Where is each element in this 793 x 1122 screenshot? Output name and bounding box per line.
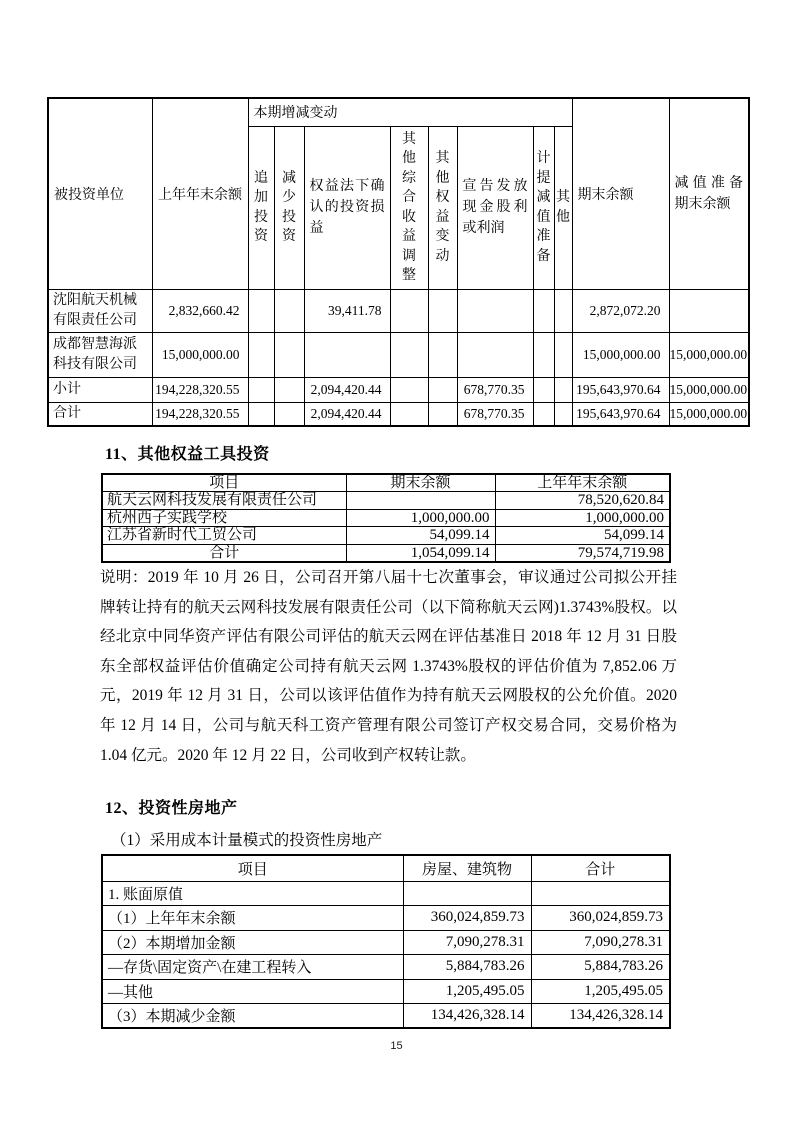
page-number: 15: [390, 1040, 403, 1052]
table-cell: 7,090,278.31: [403, 930, 531, 955]
table-cell: [403, 881, 531, 906]
section-12-subtitle: （1）采用成本计量模式的投资性房地产: [111, 832, 383, 849]
table-cell: 2,094,420.44: [304, 377, 390, 402]
table-cell: [554, 332, 572, 377]
table-cell: （2）本期增加金额: [102, 930, 403, 955]
table-cell: [346, 492, 495, 510]
table-cell: 15,000,000.00: [669, 332, 749, 377]
table-cell: [533, 289, 554, 332]
table-cell: 5,884,783.26: [531, 955, 670, 980]
table-cell: 195,643,970.64: [572, 402, 669, 426]
table-row: [102, 509, 670, 527]
table-cell: —其他: [102, 979, 403, 1004]
table-cell: 78,520,620.84: [495, 492, 670, 510]
column-header-invested-unit: 被投资单位: [48, 98, 152, 289]
table-cell: 1,205,495.05: [403, 979, 531, 1004]
table-header-row: [102, 474, 670, 492]
table-cell: [390, 332, 428, 377]
column-header-other-equity-change: [428, 126, 457, 289]
column-header-end-balance: 期末余额: [572, 98, 669, 289]
column-header-buildings: 房屋、建筑物: [403, 855, 531, 881]
table-cell: 54,099.14: [346, 527, 495, 545]
column-header-item: 项目: [102, 474, 346, 492]
column-header-impairment-end-balance: 减值准备期末余额: [669, 98, 749, 289]
investment-property-table: [101, 854, 671, 1029]
table-cell: [274, 289, 304, 332]
table-cell: 134,426,328.14: [531, 1004, 670, 1029]
table-row: [102, 979, 670, 1004]
table-row: [102, 930, 670, 955]
table-cell: 134,426,328.14: [403, 1004, 531, 1029]
table-cell: （3）本期减少金额: [102, 1004, 403, 1029]
table-cell: 1,000,000.00: [495, 509, 670, 527]
vertical-label: 计提减值准备: [536, 151, 551, 264]
table-cell: [390, 289, 428, 332]
column-header-item: 项目: [102, 855, 403, 881]
table-cell: 360,024,859.73: [403, 906, 531, 931]
table-cell: 194,228,320.55: [152, 377, 248, 402]
table-cell: [531, 881, 670, 906]
table-cell: 7,090,278.31: [531, 930, 670, 955]
column-header-end-balance: 期末余额: [346, 474, 495, 492]
table-cell: 15,000,000.00: [572, 332, 669, 377]
table-cell: [390, 402, 428, 426]
table-row: [102, 881, 670, 906]
table-cell: 79,574,719.98: [495, 544, 670, 562]
table-cell: [274, 377, 304, 402]
table-cell: 15,000,000.00: [669, 377, 749, 402]
vertical-label: 其他权益变动: [435, 151, 450, 264]
table-cell: 360,024,859.73: [531, 906, 670, 931]
table-row-total: [102, 544, 670, 562]
column-header-declared-dividends: 宣告发放现金股利或利润: [457, 126, 533, 289]
column-header-other: [554, 126, 572, 289]
table-cell: 合计: [102, 544, 346, 562]
table-cell: 678,770.35: [457, 377, 533, 402]
section-12-heading: 12、投资性房地产: [105, 800, 238, 817]
table-cell: （1）上年年末余额: [102, 906, 403, 931]
table-cell: [457, 289, 533, 332]
table-cell: 杭州西子实践学校: [102, 509, 346, 527]
table-cell: 小计: [48, 377, 152, 402]
table-cell: 678,770.35: [457, 402, 533, 426]
column-header-equity-method-pl: 权益法下确认的投资损益: [304, 126, 390, 289]
table-row: [102, 527, 670, 545]
table-row: [48, 332, 749, 377]
table-cell: [533, 332, 554, 377]
table-cell: [428, 402, 457, 426]
equity-investment-table: [47, 97, 750, 427]
table-row: [102, 492, 670, 510]
table-cell: [554, 289, 572, 332]
table-cell: 39,411.78: [304, 289, 390, 332]
column-header-total: 合计: [531, 855, 670, 881]
table-cell: [428, 289, 457, 332]
table-row: [102, 955, 670, 980]
column-header-additional-investment: [248, 126, 274, 289]
section-11-note: 说明：2019 年 10 月 26 日，公司召开第八届十七次董事会，审议通过公司拟公开挂牌转让持有的航天云网科技发展有限责任公司（以下简称航天云网)1.3743%股权。以经北京中同华资产评估有限公司评估的航天云网在评估基准日 2018 年 12 月 31 日股东全部权益评估价值确定公司持有航天云网 1.3743%股权的评估价值为 7,852.06 万元，2019 年 12 月 31 日，公司以该评估值作为持有航天云网股权的公允价值。2020 年 12 月 14 日，公司与航天科工资产管理有限公司签订产权交易合同，交易价格为 1.04 亿元。2020 年 12 月 22 日，公司收到产权转让款。: [100, 569, 677, 764]
table-cell: [248, 402, 274, 426]
table-cell: [533, 377, 554, 402]
table-cell: [554, 377, 572, 402]
table-cell: 194,228,320.55: [152, 402, 248, 426]
table-cell: 5,884,783.26: [403, 955, 531, 980]
table-cell: 2,872,072.20: [572, 289, 669, 332]
table-cell: [457, 332, 533, 377]
table-cell: [669, 289, 749, 332]
table-cell: 合计: [48, 402, 152, 426]
table-cell: [274, 402, 304, 426]
table-cell: 成都智慧海派科技有限公司: [48, 332, 152, 377]
table-cell: 1,000,000.00: [346, 509, 495, 527]
column-header-prev-year-balance: 上年年末余额: [152, 98, 248, 289]
table-cell: [428, 332, 457, 377]
column-header-oci-adjustment: [390, 126, 428, 289]
table-cell: [533, 402, 554, 426]
table-header-row: [48, 98, 749, 126]
table-row: [102, 906, 670, 931]
table-cell: [248, 332, 274, 377]
column-header-current-change: 本期增减变动: [248, 98, 572, 126]
table-row-total: [48, 402, 749, 426]
table-cell: 2,832,660.42: [152, 289, 248, 332]
table-cell: 江苏省新时代工贸公司: [102, 527, 346, 545]
table-cell: 2,094,420.44: [304, 402, 390, 426]
table-cell: —存货\固定资产\在建工程转入: [102, 955, 403, 980]
other-equity-instruments-table: [101, 473, 671, 563]
table-cell: [390, 377, 428, 402]
section-11-heading: 11、其他权益工具投资: [105, 446, 270, 463]
table-cell: 54,099.14: [495, 527, 670, 545]
table-header-row: [102, 855, 670, 881]
table-cell: 1,054,099.14: [346, 544, 495, 562]
table-row-subtotal: [48, 377, 749, 402]
table-cell: 1,205,495.05: [531, 979, 670, 1004]
table-cell: [248, 289, 274, 332]
table-cell: [554, 402, 572, 426]
vertical-label: 追加投资: [254, 170, 268, 244]
table-cell: 航天云网科技发展有限责任公司: [102, 492, 346, 510]
table-cell: 沈阳航天机械有限责任公司: [48, 289, 152, 332]
vertical-label: 其他综合收益调整: [402, 131, 416, 283]
table-cell: [304, 332, 390, 377]
table-cell: [274, 332, 304, 377]
table-cell: 195,643,970.64: [572, 377, 669, 402]
table-cell: 1. 账面原值: [102, 881, 403, 906]
table-cell: 15,000,000.00: [669, 402, 749, 426]
vertical-label: 其他: [556, 190, 570, 225]
table-cell: 15,000,000.00: [152, 332, 248, 377]
table-row: [48, 289, 749, 332]
column-header-prev-year-balance: 上年年末余额: [495, 474, 670, 492]
table-cell: [428, 377, 457, 402]
table-cell: [248, 377, 274, 402]
table-row: [102, 1004, 670, 1029]
vertical-label: 减少投资: [282, 170, 296, 244]
column-header-impairment-provision: [533, 126, 554, 289]
column-header-reduced-investment: [274, 126, 304, 289]
